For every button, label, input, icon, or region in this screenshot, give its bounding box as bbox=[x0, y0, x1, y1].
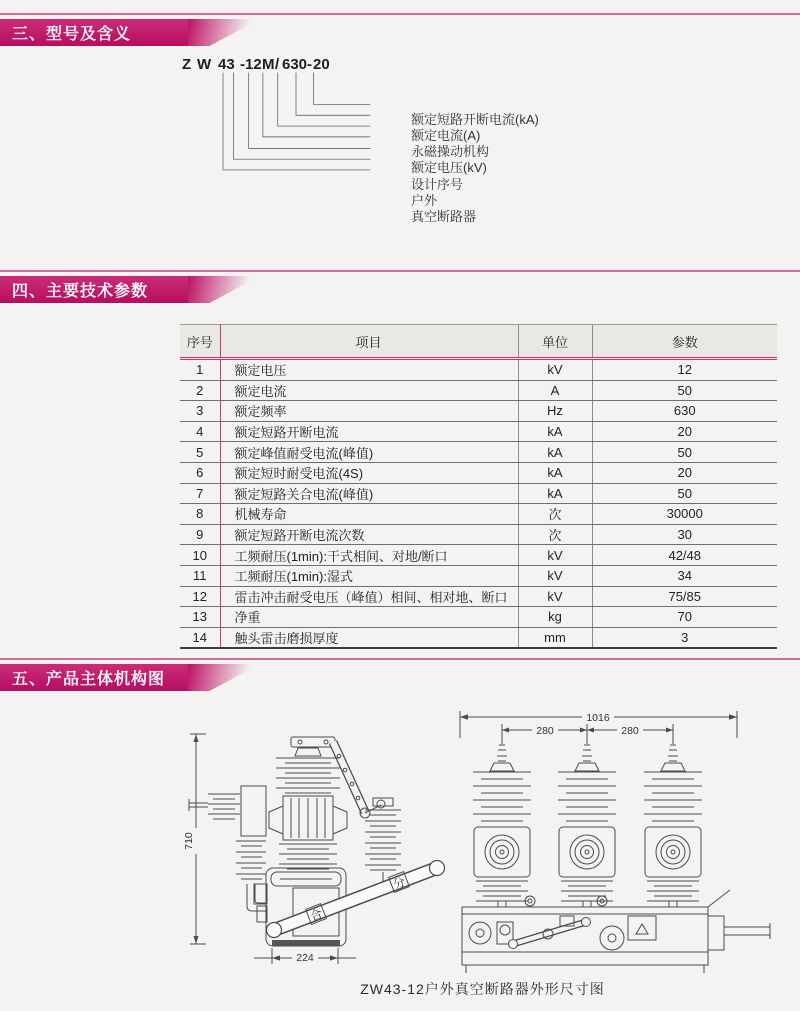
row-unit: 次 bbox=[518, 504, 592, 525]
row-unit: kV bbox=[518, 359, 592, 381]
model-code-part: M bbox=[262, 56, 275, 73]
row-value: 20 bbox=[592, 462, 777, 483]
side-view-drawing bbox=[183, 734, 445, 964]
table-row bbox=[180, 359, 777, 381]
front-view-drawing bbox=[460, 711, 770, 973]
row-index: 5 bbox=[180, 442, 220, 463]
row-item: 工频耐压(1min):干式相间、对地/断口 bbox=[220, 545, 518, 566]
table-row bbox=[180, 401, 777, 422]
row-index: 10 bbox=[180, 545, 220, 566]
row-item: 额定短路关合电流(峰值) bbox=[220, 483, 518, 504]
section5-title: 五、产品主体机构图 bbox=[12, 671, 166, 688]
table-row bbox=[180, 504, 777, 525]
lever-close-label: 合 bbox=[308, 906, 325, 924]
dim-label-280-left: 280 bbox=[536, 725, 554, 737]
row-index: 14 bbox=[180, 627, 220, 648]
row-value: 30 bbox=[592, 524, 777, 545]
model-code-part: 20 bbox=[313, 56, 330, 73]
row-value: 20 bbox=[592, 421, 777, 442]
row-index: 8 bbox=[180, 504, 220, 525]
dim-label-710: 710 bbox=[183, 832, 195, 850]
table-row bbox=[180, 565, 777, 586]
table-header-row bbox=[180, 325, 777, 359]
row-value: 12 bbox=[592, 359, 777, 381]
row-index: 1 bbox=[180, 359, 220, 381]
row-unit: kA bbox=[518, 462, 592, 483]
col-header-index: 序号 bbox=[180, 325, 220, 359]
table-row bbox=[180, 483, 777, 504]
row-unit: kV bbox=[518, 586, 592, 607]
col-header-value: 参数 bbox=[592, 325, 777, 359]
section3-title: 三、型号及含义 bbox=[12, 26, 132, 43]
row-unit: kV bbox=[518, 545, 592, 566]
row-item: 工频耐压(1min):湿式 bbox=[220, 565, 518, 586]
section4-banner bbox=[0, 276, 188, 303]
dim-label-1016: 1016 bbox=[586, 712, 610, 724]
row-index: 9 bbox=[180, 524, 220, 545]
row-value: 42/48 bbox=[592, 545, 777, 566]
table-row bbox=[180, 607, 777, 628]
table-row bbox=[180, 545, 777, 566]
model-label: 额定电流(A) bbox=[411, 128, 481, 143]
dim-label-280-right: 280 bbox=[621, 725, 639, 737]
model-code-part: 630- bbox=[282, 56, 313, 73]
section3-banner bbox=[0, 19, 188, 46]
section5-header bbox=[0, 658, 800, 691]
lever-open-label: 分 bbox=[391, 874, 408, 892]
model-code-part: W bbox=[197, 56, 212, 73]
row-index: 3 bbox=[180, 401, 220, 422]
row-item: 额定频率 bbox=[220, 401, 518, 422]
pole-middle bbox=[558, 745, 616, 907]
table-row bbox=[180, 380, 777, 401]
row-unit: mm bbox=[518, 627, 592, 648]
model-code-part: / bbox=[275, 56, 280, 73]
col-header-unit: 单位 bbox=[518, 325, 592, 359]
row-value: 50 bbox=[592, 380, 777, 401]
section4-title: 四、主要技术参数 bbox=[12, 283, 149, 300]
row-item: 净重 bbox=[220, 607, 518, 628]
row-value: 50 bbox=[592, 442, 777, 463]
table-row bbox=[180, 442, 777, 463]
table-row bbox=[180, 627, 777, 648]
row-item: 额定短路开断电流 bbox=[220, 421, 518, 442]
row-unit: Hz bbox=[518, 401, 592, 422]
col-header-item: 项目 bbox=[220, 325, 518, 359]
row-item: 额定短路开断电流次数 bbox=[220, 524, 518, 545]
row-item: 额定电压 bbox=[220, 359, 518, 381]
row-index: 4 bbox=[180, 421, 220, 442]
section3-header bbox=[0, 13, 800, 46]
row-item: 雷击冲击耐受电压（峰值）相间、相对地、断口 bbox=[220, 586, 518, 607]
row-value: 34 bbox=[592, 565, 777, 586]
row-index: 7 bbox=[180, 483, 220, 504]
table-row bbox=[180, 462, 777, 483]
row-index: 6 bbox=[180, 462, 220, 483]
model-code-part: 43 bbox=[218, 56, 235, 73]
row-item: 额定电流 bbox=[220, 380, 518, 401]
model-label: 户外 bbox=[411, 193, 438, 208]
model-label: 真空断路器 bbox=[411, 209, 477, 224]
row-item: 机械寿命 bbox=[220, 504, 518, 525]
row-value: 3 bbox=[592, 627, 777, 648]
row-value: 70 bbox=[592, 607, 777, 628]
row-value: 75/85 bbox=[592, 586, 777, 607]
row-unit: 次 bbox=[518, 524, 592, 545]
section5-banner bbox=[0, 664, 188, 691]
row-item: 额定短时耐受电流(4S) bbox=[220, 462, 518, 483]
row-value: 30000 bbox=[592, 504, 777, 525]
row-unit: kg bbox=[518, 607, 592, 628]
row-unit: kV bbox=[518, 565, 592, 586]
section4-header bbox=[0, 270, 800, 303]
model-code-part: Z bbox=[182, 56, 192, 73]
section5-rule bbox=[0, 658, 800, 660]
table-row bbox=[180, 586, 777, 607]
section4-rule bbox=[0, 270, 800, 272]
outline-drawing-svg bbox=[175, 705, 790, 977]
row-unit: kA bbox=[518, 421, 592, 442]
row-unit: kA bbox=[518, 442, 592, 463]
model-label: 额定电压(kV) bbox=[411, 160, 487, 175]
model-label: 永磁操动机构 bbox=[411, 144, 490, 159]
model-ladder-lines bbox=[180, 72, 412, 222]
row-index: 11 bbox=[180, 565, 220, 586]
row-unit: kA bbox=[518, 483, 592, 504]
table-row bbox=[180, 524, 777, 545]
model-code-part: -12 bbox=[240, 56, 262, 73]
row-item: 额定峰值耐受电流(峰值) bbox=[220, 442, 518, 463]
pole-left bbox=[473, 745, 531, 907]
drawing-caption: ZW43-12户外真空断路器外形尺寸图 bbox=[360, 981, 605, 997]
row-index: 12 bbox=[180, 586, 220, 607]
row-index: 13 bbox=[180, 607, 220, 628]
params-table bbox=[180, 324, 777, 649]
model-label: 额定短路开断电流(kA) bbox=[411, 112, 539, 127]
row-unit: A bbox=[518, 380, 592, 401]
row-value: 630 bbox=[592, 401, 777, 422]
section3-rule bbox=[0, 13, 800, 15]
row-value: 50 bbox=[592, 483, 777, 504]
dim-label-224: 224 bbox=[296, 952, 314, 964]
row-index: 2 bbox=[180, 380, 220, 401]
model-label: 设计序号 bbox=[411, 177, 464, 192]
pole-right bbox=[644, 745, 702, 907]
row-item: 触头雷击磨损厚度 bbox=[220, 627, 518, 648]
table-row bbox=[180, 421, 777, 442]
